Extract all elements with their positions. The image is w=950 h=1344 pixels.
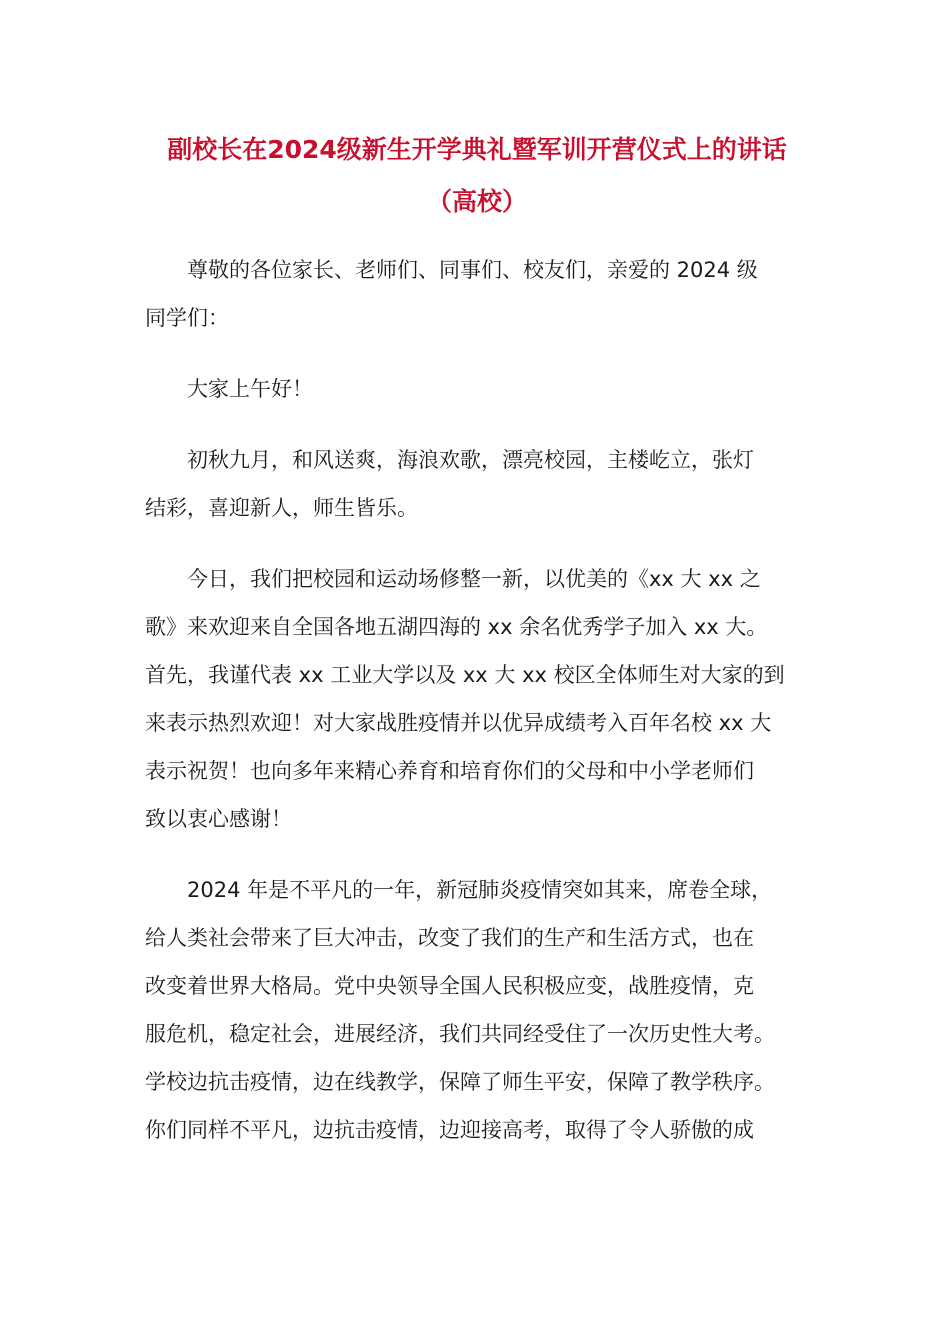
text-line: 致以衷心感谢！: [145, 807, 292, 831]
title-line: （高校）: [426, 187, 527, 216]
text-line: 你们同样不平凡，边抗击疫情，边迎接高考，取得了令人骄傲的成: [145, 1118, 754, 1142]
paragraph-greeting: [145, 365, 809, 413]
title-line: 副校长在2024级新生开学典礼暨军训开营仪式上的讲话: [167, 135, 787, 164]
text-line: 首先，我谨代表 xx 工业大学以及 xx 大 xx 校区全体师生对大家的到: [145, 663, 785, 687]
text-line: 大家上午好！: [187, 377, 313, 401]
text-line: 歌》来欢迎来自全国各地五湖四海的 xx 余名优秀学子加入 xx 大。: [145, 615, 768, 639]
text-line: 初秋九月，和风送爽，海浪欢歌，漂亮校园，主楼屹立，张灯: [187, 448, 754, 472]
text-line: 学校边抗击疫情，边在线教学，保障了师生平安，保障了教学秩序。: [145, 1070, 775, 1094]
text-line: 2024 年是不平凡的一年，新冠肺炎疫情突如其来，席卷全球，: [187, 878, 773, 902]
text-line: 同学们：: [145, 306, 229, 330]
text-line: 结彩，喜迎新人，师生皆乐。: [145, 496, 418, 520]
paragraph-welcome: [145, 555, 809, 843]
document-body: [145, 246, 809, 1154]
text-line: 来表示热烈欢迎！对大家战胜疫情并以优异成绩考入百年名校 xx 大: [145, 711, 772, 735]
paragraph-autumn: [145, 436, 809, 532]
text-line: 表示祝贺！也向多年来精心养育和培育你们的父母和中小学老师们: [145, 759, 754, 783]
document-page: [145, 124, 809, 1177]
text-line: 服危机，稳定社会，进展经济，我们共同经受住了一次历史性大考。: [145, 1022, 775, 1046]
text-line: 今日，我们把校园和运动场修整一新，以优美的《xx 大 xx 之: [187, 567, 761, 591]
text-line: 改变着世界大格局。党中央领导全国人民积极应变，战胜疫情，克: [145, 974, 754, 998]
paragraph-salutation: [145, 246, 809, 342]
text-line: 尊敬的各位家长、老师们、同事们、校友们，亲爱的 2024 级: [187, 258, 758, 282]
text-line: 给人类社会带来了巨大冲击，改变了我们的生产和生活方式，也在: [145, 926, 754, 950]
document-title: [145, 124, 809, 228]
paragraph-year-review: [145, 866, 809, 1154]
